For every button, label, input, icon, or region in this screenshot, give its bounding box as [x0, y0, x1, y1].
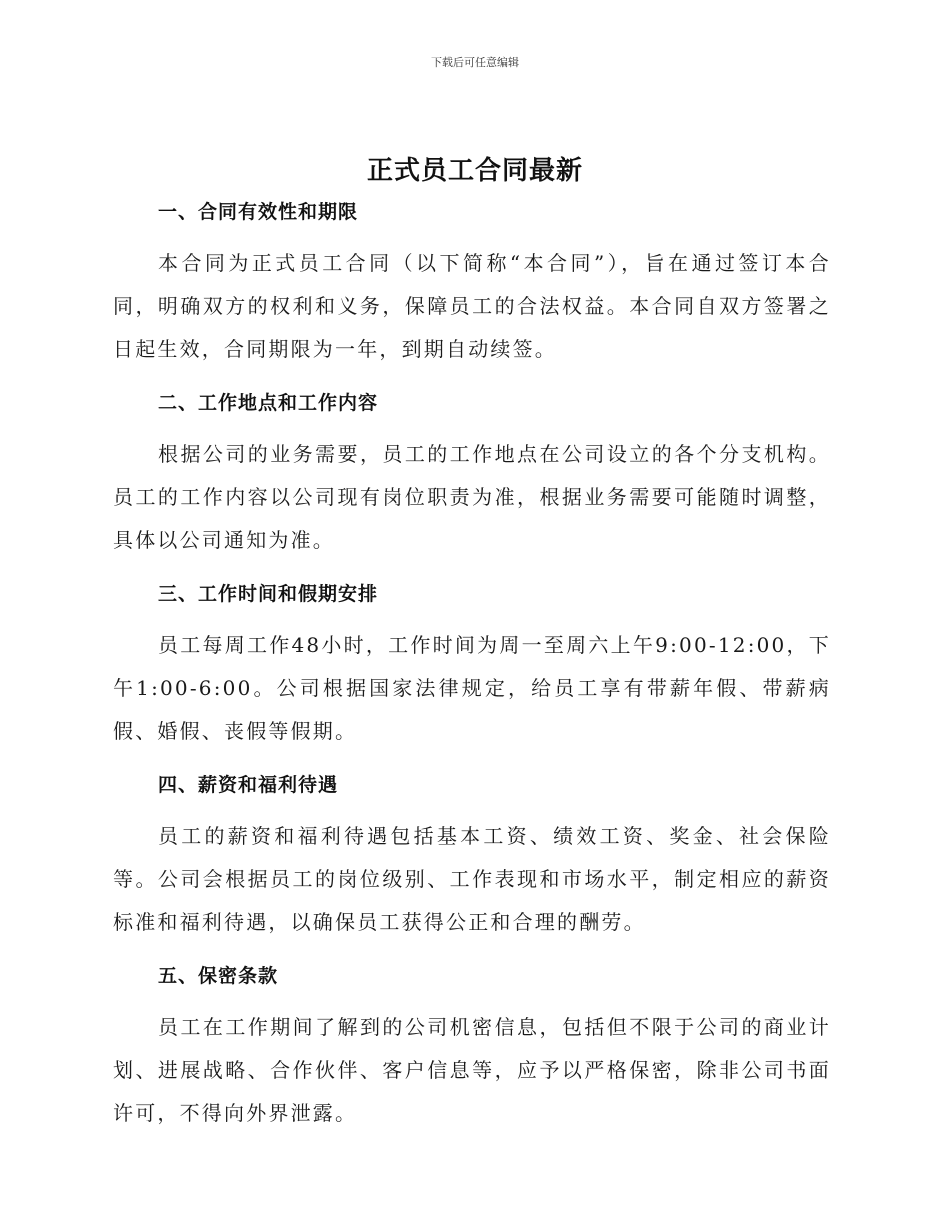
section-paragraph: 员工每周工作48小时，工作时间为周一至周六上午9:00-12:00，下午1:00-6:00。公司根据国家法律规定，给员工享有带薪年假、带薪病假、婚假、丧假等假期。 — [113, 633, 831, 743]
page-title: 正式员工合同最新 — [366, 156, 583, 186]
section-workplace-duties — [113, 389, 831, 562]
section-heading: 一、合同有效性和期限 — [158, 201, 359, 223]
section-heading: 三、工作时间和假期安排 — [158, 583, 379, 605]
section-heading: 四、薪资和福利待遇 — [158, 774, 339, 796]
section-salary-benefits — [113, 771, 831, 944]
section-confidentiality — [113, 962, 831, 1135]
section-hours-leave — [113, 580, 831, 753]
section-paragraph: 员工在工作期间了解到的公司机密信息，包括但不限于公司的商业计划、进展战略、合作伙伴、客户信息等，应予以严格保密，除非公司书面许可，不得向外界泄露。 — [113, 1015, 831, 1125]
section-validity-term — [113, 198, 831, 371]
section-paragraph: 本合同为正式员工合同（以下简称“本合同”），旨在通过签订本合同，明确双方的权利和义务，保障员工的合法权益。本合同自双方签署之日起生效，合同期限为一年，到期自动续签。 — [113, 251, 831, 361]
section-paragraph: 员工的薪资和福利待遇包括基本工资、绩效工资、奖金、社会保险等。公司会根据员工的岗位级别、工作表现和市场水平，制定相应的薪资标准和福利待遇，以确保员工获得公正和合理的酬劳。 — [113, 824, 831, 934]
document-body — [113, 198, 831, 1153]
section-heading: 二、工作地点和工作内容 — [158, 392, 379, 414]
section-paragraph: 根据公司的业务需要，员工的工作地点在公司设立的各个分支机构。员工的工作内容以公司现有岗位职责为准，根据业务需要可能随时调整，具体以公司通知为准。 — [113, 442, 831, 552]
section-heading: 五、保密条款 — [158, 965, 279, 987]
header-note: 下载后可任意编辑 — [431, 56, 519, 69]
